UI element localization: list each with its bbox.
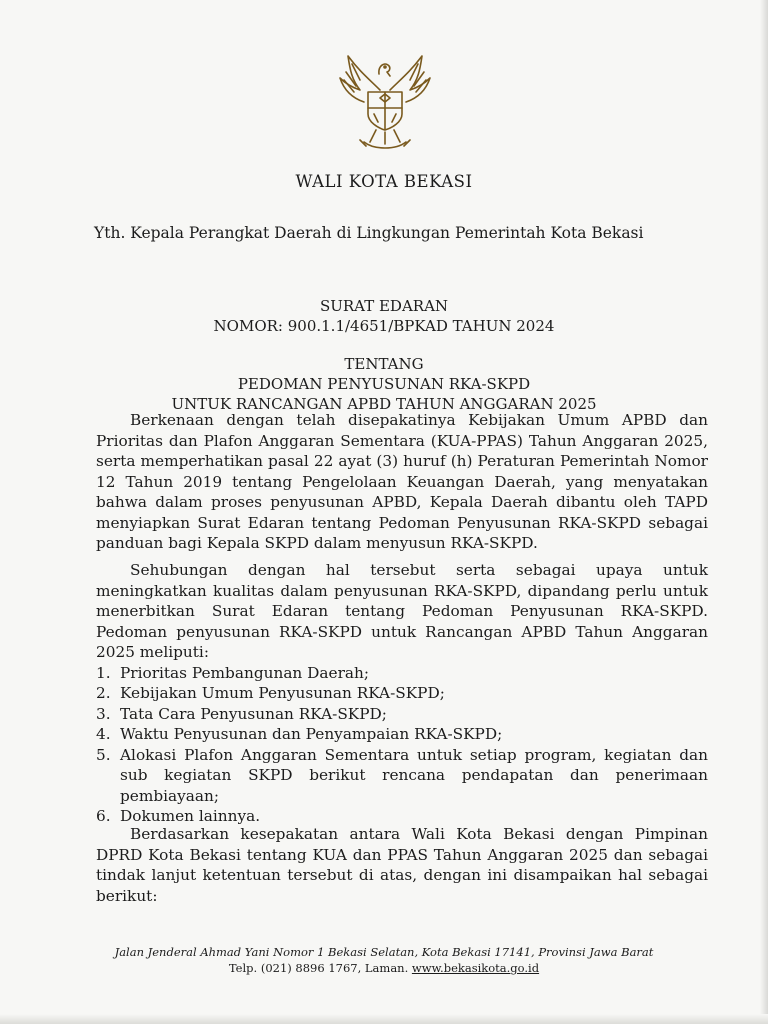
list-text: Prioritas Pembangunan Daerah; — [120, 663, 370, 682]
document-number: NOMOR: 900.1.1/4651/BPKAD TAHUN 2024 — [213, 317, 555, 335]
footer-address: Jalan Jenderal Ahmad Yani Nomor 1 Bekasi Selatan, Kota Bekasi 17141, Provinsi Jawa Barat — [114, 945, 654, 959]
list-item — [96, 683, 708, 704]
subject-line-1: PEDOMAN PENYUSUNAN RKA-SKPD — [237, 375, 531, 393]
paragraph-1 — [96, 410, 708, 554]
garuda-emblem-icon — [330, 50, 440, 156]
document-header — [0, 296, 768, 336]
list-number: 4. — [96, 725, 111, 743]
paragraph-text: Sehubungan dengan hal tersebut serta sebagai upaya untuk meningkatkan kualitas dalam penyusunan RKA-SKPD, dipandang perlu untuk menerbitkan Surat Edaran tentang Pedoman Penyusunan RKA-SKPD. Pedoman penyusunan RKA-SKPD untuk Rancangan APBD Tahun Anggaran 2025 meliputi: — [96, 561, 708, 661]
list-text: Waktu Penyusunan dan Penyampaian RKA-SKPD; — [120, 725, 503, 743]
paragraph-text: Berdasarkan kesepakatan antara Wali Kota Bekasi dengan Pimpinan DPRD Kota Bekasi tentang KUA dan PPAS Tahun Anggaran 2025 dan sebagai tindak lanjut ketentuan tersebut di atas, dengan ini disampaikan hal sebagai berikut: — [96, 825, 708, 905]
scan-edge-shadow — [760, 0, 768, 1024]
subject-label: TENTANG — [344, 355, 424, 373]
paragraph-text: Berkenaan dengan telah disepakatinya Kebijakan Umum APBD dan Prioritas dan Plafon Anggaran Sementara (KUA-PPAS) Tahun Anggaran 2025, serta memperhatikan pasal 22 ayat (3) huruf (h) Peraturan Pemerintah Nomor 12 Tahun 2019 tentang Pengelolaan Keuangan Daerah, yang menyatakan bahwa dalam proses penyusunan APBD, Kepala Daerah dibantu oleh TAPD menyiapkan Surat Edaran tentang Pedoman Penyusunan RKA-SKPD sebagai panduan bagi Kepala SKPD dalam menyusun RKA-SKPD. — [96, 411, 708, 552]
list-text: Kebijakan Umum Penyusunan RKA-SKPD; — [120, 684, 445, 702]
letterhead-footer — [0, 944, 768, 976]
list-item — [96, 724, 708, 745]
list-number: 5. — [96, 745, 111, 764]
list-text: Tata Cara Penyusunan RKA-SKPD; — [120, 704, 387, 723]
list-text: Alokasi Plafon Anggaran Sementara untuk setiap program, kegiatan dan sub kegiatan SKPD berikut rencana pendapatan dan penerimaan pembiayaan; — [120, 745, 708, 805]
list-item — [96, 663, 708, 684]
list-number: 3. — [96, 704, 111, 723]
footer-contact: Telp. (021) 8896 1767, Laman. — [228, 961, 412, 975]
list-number: 2. — [96, 684, 111, 702]
subject-line-2: UNTUK RANCANGAN APBD TAHUN ANGGARAN 2025 — [171, 395, 597, 413]
footer-contact-line — [0, 960, 768, 976]
issuer-title: WALI KOTA BEKASI — [295, 172, 473, 191]
list-number: 1. — [96, 663, 111, 682]
list-text: Dokumen lainnya. — [120, 807, 261, 825]
document-type: SURAT EDARAN — [319, 297, 449, 315]
list-number: 6. — [96, 807, 111, 825]
addressee-line: Yth. Kepala Perangkat Daerah di Lingkungan Pemerintah Kota Bekasi — [94, 224, 644, 242]
paragraph-2 — [96, 560, 708, 827]
scan-bottom-shadow — [0, 1014, 768, 1024]
paragraph-3 — [96, 824, 708, 906]
list-item — [96, 745, 708, 807]
guideline-list — [96, 663, 708, 827]
website-link[interactable]: www.bekasikota.go.id — [411, 961, 540, 975]
list-item — [96, 704, 708, 725]
document-subject — [0, 354, 768, 414]
